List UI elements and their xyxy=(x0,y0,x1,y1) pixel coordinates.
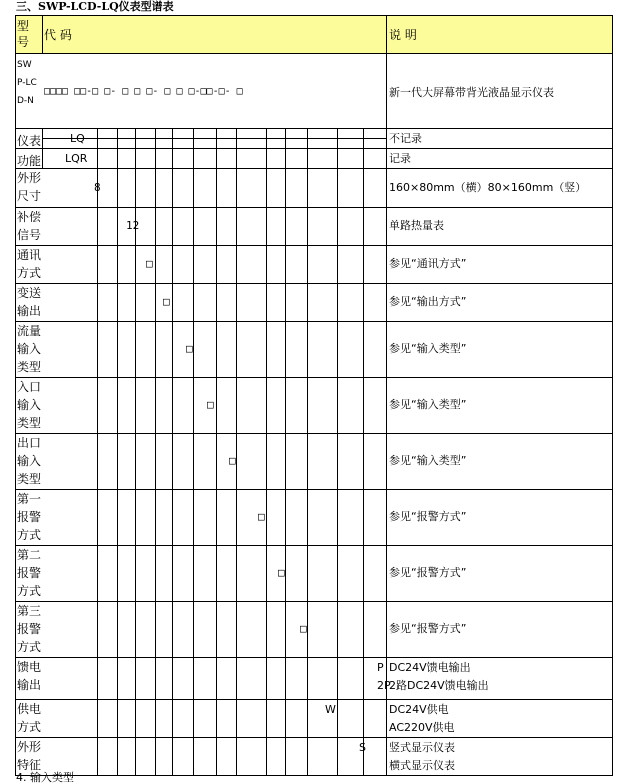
option-desc: 160×80mm（横）80×160mm（竖） xyxy=(389,180,587,194)
grid-line xyxy=(15,433,613,434)
grid-line xyxy=(337,128,338,775)
grid-line xyxy=(15,128,613,129)
option-code: P xyxy=(377,661,384,674)
grid-line xyxy=(307,128,308,775)
grid-line xyxy=(15,775,613,776)
grid-line xyxy=(285,128,286,775)
grid-line xyxy=(15,321,613,322)
option-desc: 参见“报警方式” xyxy=(389,566,467,579)
model-description: 新一代大屏幕带背光液晶显示仪表 xyxy=(389,86,554,99)
header-code: 代 码 xyxy=(44,28,72,42)
option-desc: 参见“输入类型” xyxy=(389,398,467,411)
row-label: 供电方式 xyxy=(17,702,42,734)
function-code-lq: LQ xyxy=(70,132,85,145)
row-label: 外形尺寸 xyxy=(17,171,42,203)
grid-line xyxy=(42,15,43,53)
grid-line xyxy=(15,699,613,700)
option-desc: 参见“报警方式” xyxy=(389,510,467,523)
grid-line xyxy=(193,128,194,775)
grid-line xyxy=(15,15,16,775)
grid-line xyxy=(117,128,118,775)
option-desc: 参见“报警方式” xyxy=(389,622,467,635)
grid-line xyxy=(97,128,98,775)
grid-line xyxy=(15,207,613,208)
option-code: □ xyxy=(278,566,285,579)
function-code-lqr: LQR xyxy=(65,152,88,165)
option-code: □ xyxy=(207,398,214,411)
grid-line xyxy=(155,128,156,775)
option-code: □ xyxy=(146,257,153,270)
grid-line xyxy=(15,168,613,169)
row-label: 出口输入类型 xyxy=(17,436,42,486)
row-label: 通讯方式 xyxy=(17,248,42,280)
option-code: □ xyxy=(229,454,236,467)
option-code: W xyxy=(325,703,336,716)
row-label: 补偿信号 xyxy=(17,210,42,242)
header-cell-desc xyxy=(387,16,612,53)
option-code: 8 xyxy=(94,180,101,194)
option-desc: 参见“输出方式” xyxy=(389,295,467,308)
model-label: SWP-LCD-N xyxy=(17,60,37,106)
option-desc: DC24V供电 xyxy=(389,703,449,716)
grid-line xyxy=(172,128,173,775)
option-code: 12 xyxy=(126,219,140,232)
header-model: 型号 xyxy=(17,19,30,49)
grid-line xyxy=(216,128,217,775)
option-desc: 单路热量表 xyxy=(389,219,444,232)
function-desc-lqr: 记录 xyxy=(389,152,411,165)
function-desc-lq: 不记录 xyxy=(389,132,422,145)
grid-line xyxy=(15,601,613,602)
grid-line xyxy=(363,128,364,775)
option-code: □ xyxy=(186,342,193,355)
row-label: 第二报警方式 xyxy=(17,548,42,598)
row-label: 入口输入类型 xyxy=(17,380,42,430)
row-label: 第一报警方式 xyxy=(17,492,42,542)
grid-line xyxy=(15,148,613,149)
option-desc: 参见“通讯方式” xyxy=(389,257,467,270)
grid-line xyxy=(15,377,613,378)
grid-line xyxy=(386,15,387,775)
option-code: □ xyxy=(258,510,265,523)
option-code: □ xyxy=(300,622,307,635)
row-label: 外形特征 xyxy=(17,740,42,772)
row-label: 馈电输出 xyxy=(17,660,42,692)
header-cell-code xyxy=(43,16,386,53)
grid-line xyxy=(15,737,613,738)
row-label: 第三报警方式 xyxy=(17,604,42,654)
grid-line xyxy=(15,53,613,54)
grid-line xyxy=(15,283,613,284)
option-desc: 参见“输入类型” xyxy=(389,342,467,355)
model-code-template: □□□□ □□-□ □- □ □ □- □ □ □-□□-□- □ xyxy=(44,86,243,97)
option-code: 2P xyxy=(377,679,391,692)
grid-line xyxy=(42,138,387,139)
option-desc: DC24V馈电输出 xyxy=(389,661,471,674)
option-desc: 横式显示仪表 xyxy=(389,759,455,772)
next-section-heading: 4. 输入类型 xyxy=(16,771,74,784)
grid-line xyxy=(266,128,267,775)
grid-line xyxy=(15,489,613,490)
grid-line xyxy=(15,245,613,246)
option-code: S xyxy=(359,741,366,754)
option-desc: 2路DC24V馈电输出 xyxy=(389,679,489,692)
option-code: □ xyxy=(163,295,170,308)
option-desc: AC220V供电 xyxy=(389,721,455,734)
page-title: 三、SWP-LCD-LQ仪表型谱表 xyxy=(16,0,174,13)
option-desc: 竖式显示仪表 xyxy=(389,741,455,754)
grid-line xyxy=(15,657,613,658)
grid-line xyxy=(15,15,613,16)
option-desc: 参见“输入类型” xyxy=(389,454,467,467)
grid-line xyxy=(612,15,613,775)
grid-line xyxy=(236,128,237,775)
grid-line xyxy=(15,545,613,546)
row-label: 流量输入类型 xyxy=(17,324,42,374)
header-desc: 说 明 xyxy=(389,28,417,42)
row-label-function: 仪表功能 xyxy=(17,134,42,168)
row-label: 变送输出 xyxy=(17,286,42,318)
